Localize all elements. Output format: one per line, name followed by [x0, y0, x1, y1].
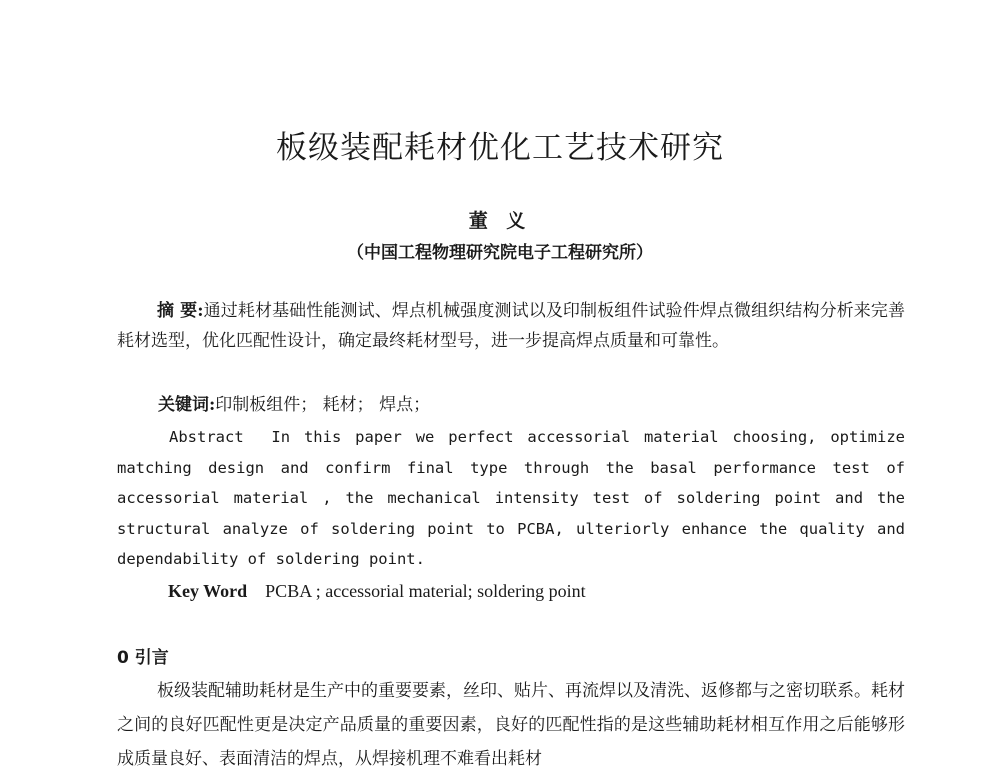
keywords-english: [168, 576, 908, 606]
keywords-chinese: [158, 390, 898, 420]
author-affiliation: （中国工程物理研究院电子工程研究所）: [347, 243, 653, 263]
abstract-en-label: Abstract: [169, 428, 244, 446]
keywords-en-text: PCBA ; accessorial material; soldering point: [265, 581, 586, 601]
keywords-cn-text: 印制板组件； 耗材； 焊点；: [215, 395, 431, 415]
abstract-cn-label: 摘 要:: [157, 301, 204, 321]
abstract-chinese: [117, 296, 905, 356]
abstract-cn-text: 通过耗材基础性能测试、焊点机械强度测试以及印制板组件试验件焊点微组织结构分析来完善耗材选型，优化匹配性设计，确定最终耗材型号，进一步提高焊点质量和可靠性。: [117, 301, 905, 351]
abstract-english: [117, 422, 905, 575]
keywords-en-label: Key Word: [168, 581, 248, 601]
section-heading: 0 引言: [117, 648, 169, 668]
section-paragraph: 板级装配辅助耗材是生产中的重要要素，丝印、贴片、再流焊以及清洗、返修都与之密切联系。耗材之间的良好匹配性更是决定产品质量的重要因素，良好的匹配性指的是这些辅助耗材相互作用之后能够形成质量良好、表面清洁的焊点，从焊接机理不难看出耗材: [117, 681, 905, 769]
author-name: 董 义: [468, 210, 532, 232]
paper-title: 板级装配耗材优化工艺技术研究: [276, 130, 724, 166]
keywords-cn-label: 关键词:: [158, 395, 216, 415]
abstract-en-text: In this paper we perfect accessorial material choosing, optimize matching design and confirm final type through the basal performance test of accessorial material , the mechanical intensity test of soldering point and the structural analyze of soldering point to PCBA, ulteriorly enhance the quality and dependability of soldering point.: [117, 428, 906, 568]
